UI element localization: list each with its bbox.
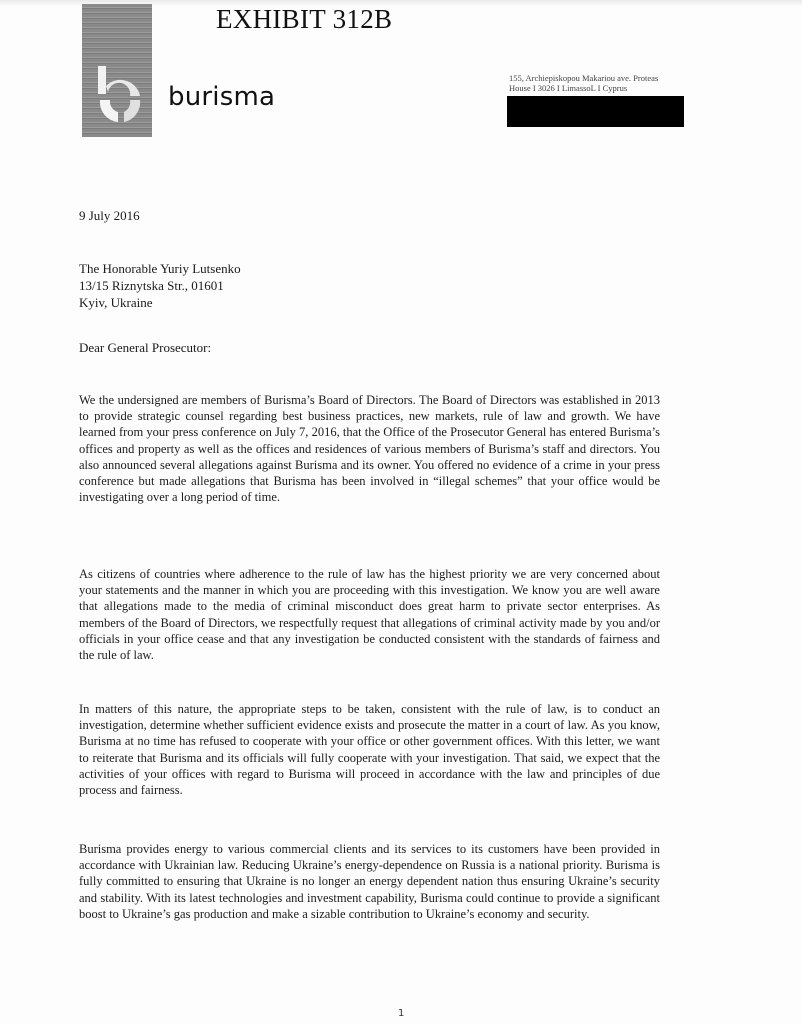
brand-name: burisma: [168, 82, 276, 112]
recipient-city: Kyiv, Ukraine: [79, 295, 153, 310]
recipient-street: 13/15 Riznytska Str., 01601: [79, 278, 224, 293]
letter-date: 9 July 2016: [79, 208, 140, 223]
body-paragraph-1: We the undersigned are members of Burisma’s Board of Directors. The Board of Directors was established in 2013 to provide strategic counsel regarding best business practices, new markets, rule of law and growth. We have learned from your press conference on July 7, 2016, that the Office of the Prosecutor General has entered Burisma’s offices and property as well as the offices and residences of various members of Burisma’s staff and directors. You also announced several allegations against Burisma and its owner. You offered no evidence of a crime in your press conference but made allegations that Burisma has been involved in “illegal schemes” that your office would be investigating over a long period of time.: [79, 393, 660, 505]
body-paragraph-4: Burisma provides energy to various commercial clients and its services to its customers have been provided in accordance with Ukrainian law. Reducing Ukraine’s energy-dependence on Russia is a national priority. Burisma is fully committed to ensuring that Ukraine is no longer an energy dependent nation thus ensuring Ukraine’s security and stability. With its latest technologies and investment capability, Burisma could continue to provide a significant boost to Ukraine’s gas production and make a sizable contribution to Ukraine’s economy and security.: [79, 842, 660, 921]
recipient-name: The Honorable Yuriy Lutsenko: [79, 261, 241, 276]
company-address: [509, 73, 679, 93]
exhibit-label: EXHIBIT 312B: [216, 4, 393, 34]
burisma-logo-icon: [82, 4, 152, 137]
address-line-1: 155, Archiepiskopou Makariou ave. Proteas: [509, 73, 659, 83]
body-paragraph-2: As citizens of countries where adherence to the rule of law has the highest priority we are very concerned about your statements and the manner in which you are proceeding with this investigation. We know you are well aware that allegations made to the media of criminal misconduct does great harm to private sector enterprises. As members of the Board of Directors, we respectfully request that allegations of criminal activity made by you and/or officials in your office cease and that any investigation be conducted consistent with the standards of fairness and the rule of law.: [79, 567, 660, 663]
address-line-2: House I 3026 I LimassoL I Cyprus: [509, 83, 628, 93]
body-paragraph-3: In matters of this nature, the appropriate steps to be taken, consistent with the rule of law, is to conduct an investigation, determine whether sufficient evidence exists and prosecute the matter in a court of law. As you know, Burisma at no time has refused to cooperate with your office or other government offices. With this letter, we want to reiterate that Burisma and its officials will fully cooperate with your investigation. That said, we expect that the activities of your offices with regard to Burisma will proceed in accordance with the law and principles of due process and fairness.: [79, 702, 660, 798]
redaction-box: [507, 96, 684, 127]
page-number: 1: [398, 1008, 405, 1019]
b-letter-mark-icon: [96, 66, 146, 126]
salutation: Dear General Prosecutor:: [79, 340, 212, 355]
recipient-block: [79, 260, 241, 311]
